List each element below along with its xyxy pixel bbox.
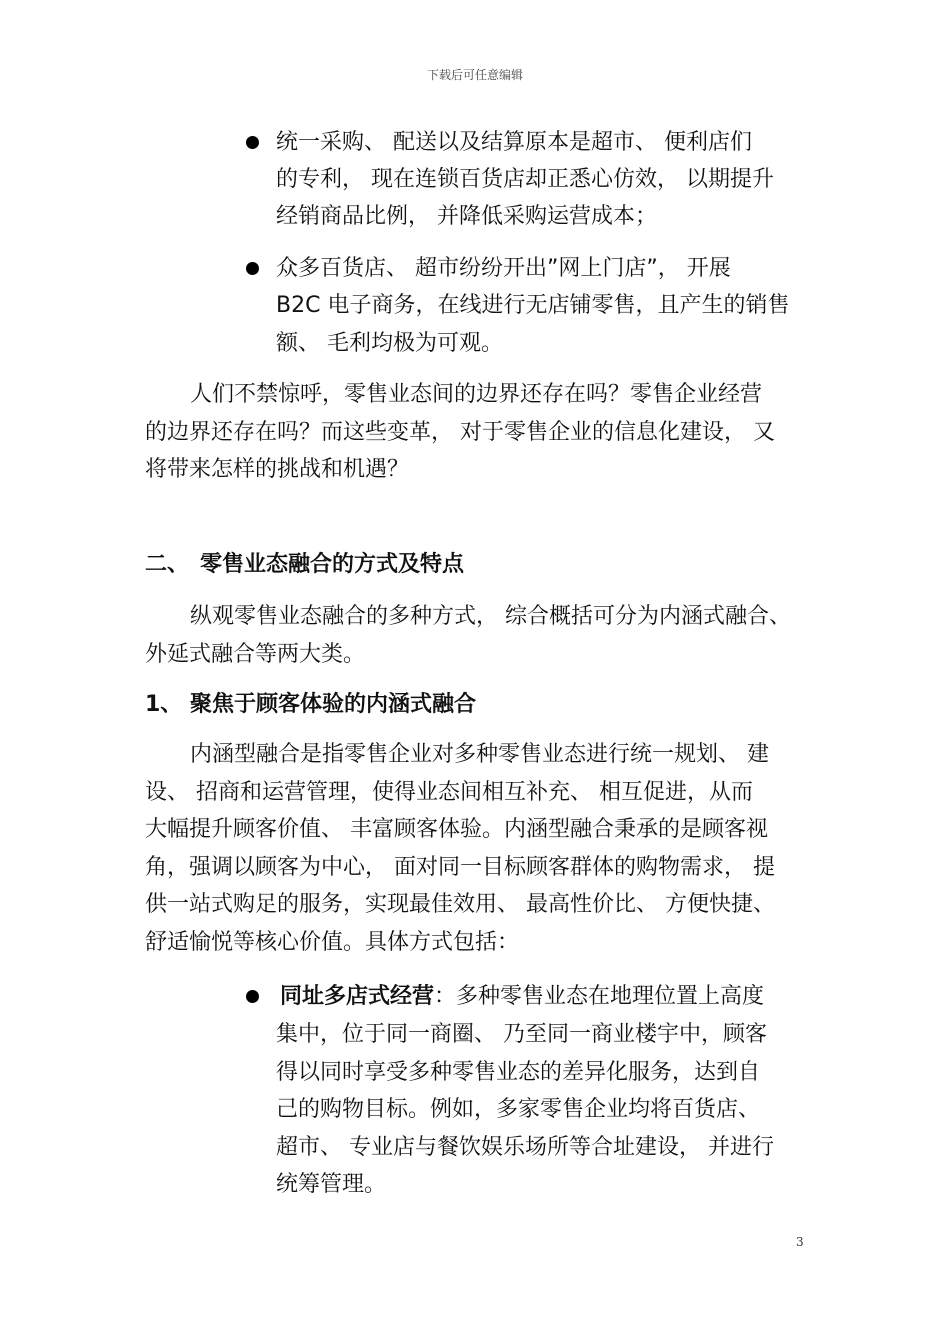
para1-line-1: 人们不禁惊呼，零售业态间的边界还存在吗？零售企业经营 [190, 382, 763, 407]
bullet-icon [246, 990, 259, 1003]
bullet-icon [246, 262, 259, 275]
para3-line-2: 设、 招商和运营管理，使得业态间相互补充、 相互促进，从而 [145, 780, 753, 805]
para2-line-2: 外延式融合等两大类。 [145, 642, 366, 667]
bullet-3-line-3: 得以同时享受多种零售业态的差异化服务，达到自 [276, 1060, 761, 1085]
subsection-title: 聚焦于顾客体验的内涵式融合 [190, 692, 477, 717]
section-number: 二、 [145, 552, 190, 577]
para3-line-4: 角，强调以顾客为中心， 面对同一目标顾客群体的购物需求， 提 [145, 855, 775, 880]
para3-line-1: 内涵型融合是指零售企业对多种零售业态进行统一规划、 建 [190, 742, 769, 767]
para2-line-1: 纵观零售业态融合的多种方式， 综合概括可分为内涵式融合、 [190, 604, 791, 629]
bullet-3-line-6: 统筹管理。 [276, 1172, 387, 1197]
bullet-term: 同址多店式经营 [280, 984, 435, 1009]
bullet-1-line-1: 统一采购、 配送以及结算原本是超市、 便利店们 [276, 130, 752, 155]
subsection-number: 1、 [145, 692, 183, 717]
bullet-2-line-1: 众多百货店、 超市纷纷开出”网上门店”， 开展 [276, 256, 731, 281]
bullet-3-line-2: 集中，位于同一商圈、 乃至同一商业楼宇中，顾客 [276, 1022, 767, 1047]
bullet-term-rest: ：多种零售业态在地理位置上高度 [434, 984, 765, 1009]
bullet-icon [246, 136, 259, 149]
bullet-3-line-5: 超市、 专业店与餐饮娱乐场所等合址建设， 并进行 [276, 1135, 774, 1160]
page-number: 3 [796, 1235, 804, 1249]
bullet-2-line-2: B2C 电子商务，在线进行无店铺零售，且产生的销售 [276, 293, 790, 318]
bullet-3-line-1 [280, 978, 764, 1016]
bullet-2-line-3: 额、 毛利均极为可观。 [276, 331, 503, 356]
para3-line-5: 供一站式购足的服务，实现最佳效用、 最高性价比、 方便快捷、 [145, 892, 775, 917]
para3-line-3: 大幅提升顾客价值、 丰富顾客体验。内涵型融合秉承的是顾客视 [145, 817, 768, 842]
para1-line-3: 将带来怎样的挑战和机遇？ [145, 457, 410, 482]
page-header: 下载后可任意编辑 [426, 68, 523, 82]
bullet-1-line-2: 的专利， 现在连锁百货店却正悉心仿效， 以期提升 [276, 167, 774, 192]
para3-line-6: 舒适愉悦等核心价值。具体方式包括： [145, 930, 520, 955]
bullet-3-line-4: 己的购物目标。例如，多家零售企业均将百货店、 [276, 1097, 761, 1122]
section-title: 零售业态融合的方式及特点 [200, 552, 465, 577]
para1-line-2: 的边界还存在吗？而这些变革， 对于零售企业的信息化建设， 又 [145, 420, 775, 445]
bullet-1-line-3: 经销商品比例， 并降低采购运营成本； [276, 204, 657, 229]
